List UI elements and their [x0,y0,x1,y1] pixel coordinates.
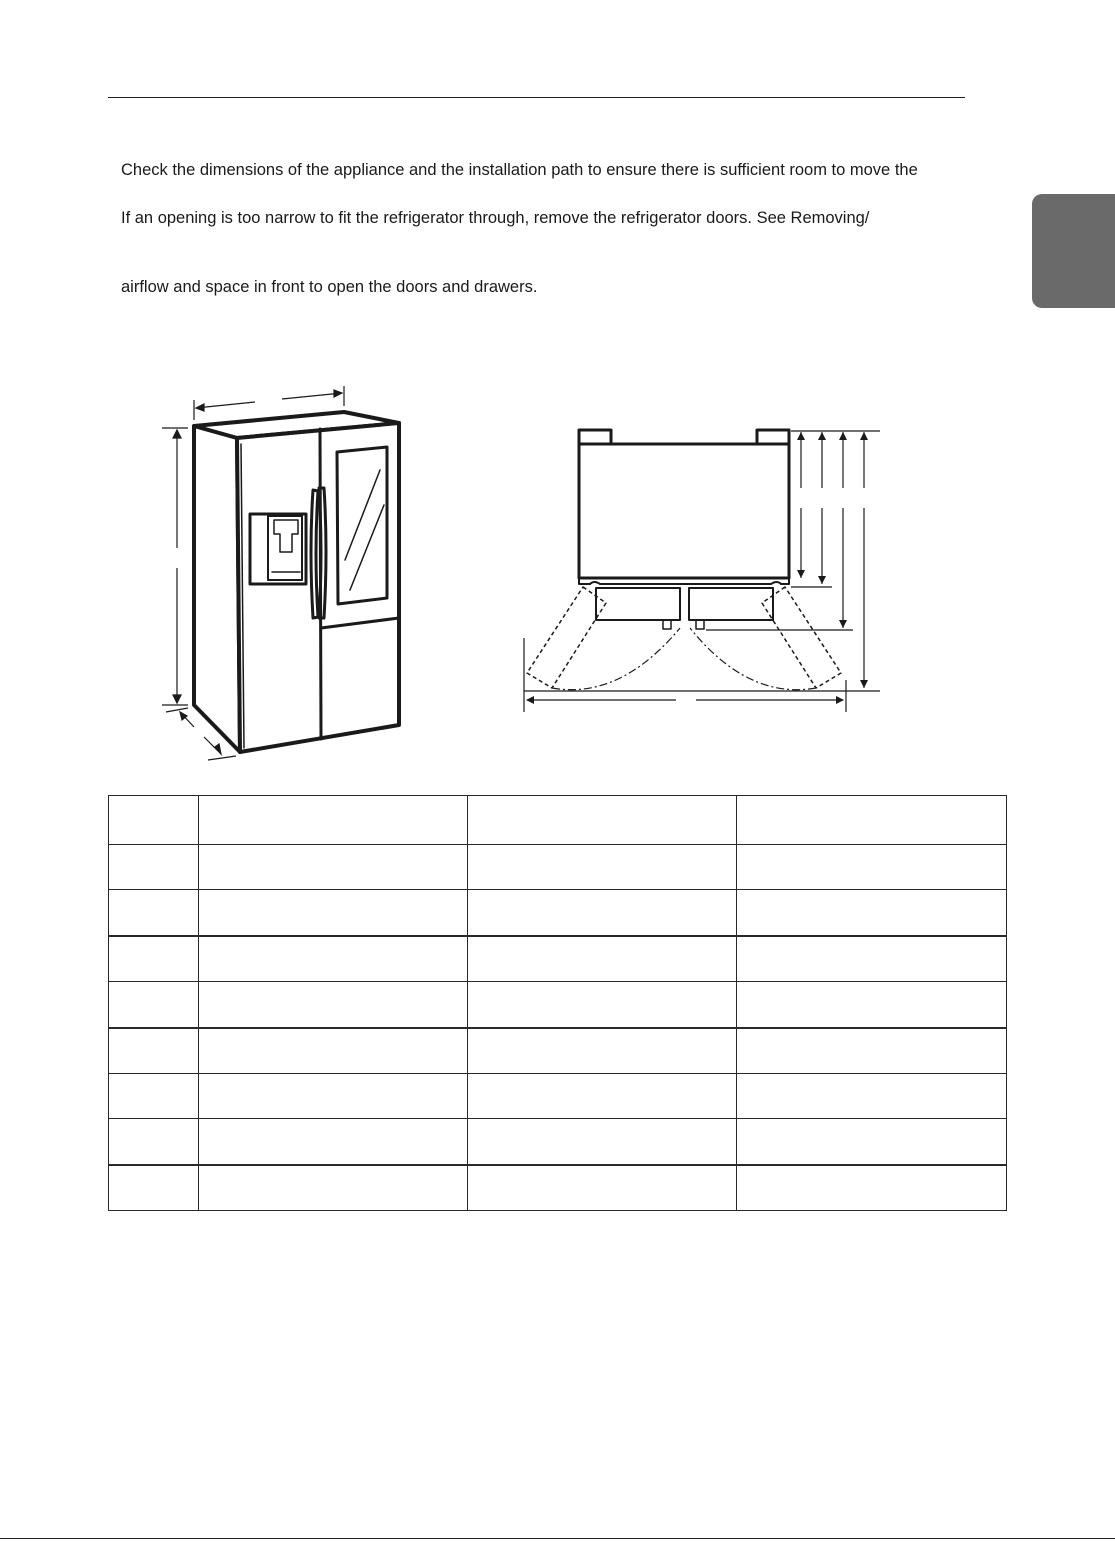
table-header-cell [737,796,1007,845]
table-cell [737,982,1007,1028]
table-cell [109,936,199,982]
paragraph-check-dimensions: Check the dimensions of the appliance and the installation path to ensure there is sufficient room to move the [121,161,918,179]
table-cell [468,1119,737,1165]
table-header-row [109,796,1007,845]
table-row [109,1073,1007,1118]
table-cell [737,1073,1007,1118]
table-cell [468,890,737,936]
table-cell [468,1073,737,1118]
table-row [109,890,1007,936]
top-view-clearance-diagram [524,430,880,712]
table-cell [737,1119,1007,1165]
table-cell [109,845,199,890]
footer-rule [0,1538,1115,1539]
table-row [109,1165,1007,1211]
table-cell [109,1119,199,1165]
table-row [109,1028,1007,1074]
table-cell [199,1073,468,1118]
table-cell [737,845,1007,890]
table-cell [199,1028,468,1074]
table-cell [468,1165,737,1211]
table-header-cell [468,796,737,845]
table-cell [199,1165,468,1211]
paragraph-airflow-space: airflow and space in front to open the doors and drawers. [121,278,538,296]
table-cell [199,982,468,1028]
table-row [109,845,1007,890]
table-cell [199,890,468,936]
table-cell [199,1119,468,1165]
table-cell [737,1165,1007,1211]
table-header-cell [199,796,468,845]
table-header-cell [109,796,199,845]
table-cell [737,936,1007,982]
table-cell [109,1028,199,1074]
table-cell [109,982,199,1028]
table-row [109,1119,1007,1165]
table-row [109,982,1007,1028]
dimensions-table [108,795,1007,1211]
table-cell [199,936,468,982]
table-cell [468,982,737,1028]
table-row [109,936,1007,982]
table-cell [109,1165,199,1211]
paragraph-opening-narrow: If an opening is too narrow to fit the refrigerator through, remove the refrigerator doors. See Removing/ [121,209,870,227]
table-cell [468,936,737,982]
table-cell [737,890,1007,936]
table-cell [109,890,199,936]
table-cell [468,845,737,890]
table-cell [199,845,468,890]
table-cell [468,1028,737,1074]
table-cell [109,1073,199,1118]
table-cell [737,1028,1007,1074]
fridge-perspective-illustration [194,412,399,752]
